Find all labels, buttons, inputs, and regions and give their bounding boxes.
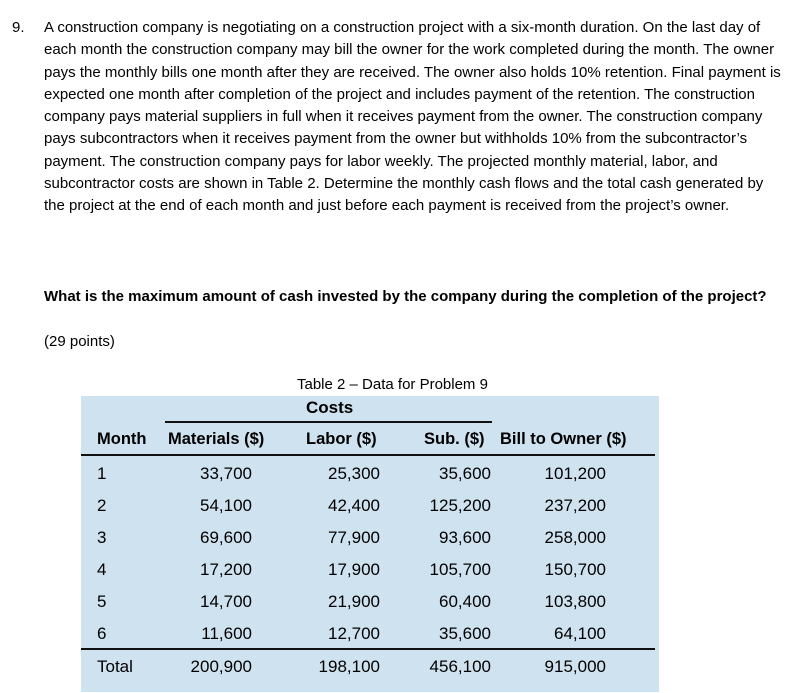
cell-sub: 60,400 xyxy=(439,592,491,611)
cell-month: 4 xyxy=(97,560,107,579)
cell-labor: 21,900 xyxy=(328,592,380,611)
header-bill: Bill to Owner ($) xyxy=(500,430,627,448)
header-materials: Materials ($) xyxy=(168,430,265,448)
costs-underline xyxy=(165,421,492,423)
cell-materials: 14,700 xyxy=(200,592,252,611)
points-label: (29 points) xyxy=(44,333,115,350)
cell-sub: 35,600 xyxy=(439,464,491,483)
header-sub: Sub. ($) xyxy=(424,430,485,448)
cell-sub: 93,600 xyxy=(439,528,491,547)
total-label: Total xyxy=(97,657,133,676)
table-caption: Table 2 – Data for Problem 9 xyxy=(297,376,488,393)
cell-materials: 69,600 xyxy=(200,528,252,547)
cell-materials: 33,700 xyxy=(200,464,252,483)
cell-labor: 12,700 xyxy=(328,624,380,643)
costs-group-header: Costs xyxy=(306,398,354,417)
problem-paragraph: A construction company is negotiating on a construction project with a six-month duration. On the last day of each month the construction company may bill the owner for the work completed during the month. The owner pays the monthly bills one month after they are received. The owner also holds 10% retention. Final payment is expected one month after completion of the project and includes payment of the retention. The construction company pays material suppliers in full when it receives payment from the owner. The construction company pays subcontractors when it receives payment from the owner but withholds 10% from the subcontractor’s payment. The construction company pays for labor weekly. The projected monthly material, labor, and subcontractor costs are shown in Table 2. Determine the monthly cash flows and the total cash generated by the project at the end of each month and just before each payment is received from the project’s owner. xyxy=(44,19,781,215)
cell-sub: 35,600 xyxy=(439,624,491,643)
header-underline xyxy=(81,454,655,456)
cell-bill: 101,200 xyxy=(544,464,606,483)
problem-number: 9. xyxy=(12,19,25,36)
cell-labor: 17,900 xyxy=(328,560,380,579)
cell-bill: 64,100 xyxy=(554,624,606,643)
problem-question: What is the maximum amount of cash invested by the company during the completion of the project? xyxy=(44,288,767,305)
header-month: Month xyxy=(97,430,147,448)
cell-bill: 150,700 xyxy=(544,560,606,579)
cell-bill: 103,800 xyxy=(544,592,606,611)
cell-labor: 25,300 xyxy=(328,464,380,483)
total-materials: 200,900 xyxy=(190,657,252,676)
cell-bill: 258,000 xyxy=(544,528,606,547)
cell-materials: 11,600 xyxy=(201,624,252,643)
cell-labor: 42,400 xyxy=(328,496,380,515)
total-labor: 198,100 xyxy=(318,657,380,676)
total-rule xyxy=(81,648,655,650)
cell-bill: 237,200 xyxy=(544,496,606,515)
cell-month: 3 xyxy=(97,528,107,547)
cell-month: 6 xyxy=(97,624,107,643)
cell-month: 5 xyxy=(97,592,107,611)
cell-month: 2 xyxy=(97,496,107,515)
cell-materials: 54,100 xyxy=(200,496,252,515)
header-labor: Labor ($) xyxy=(306,430,377,448)
total-sub: 456,100 xyxy=(429,657,491,676)
cell-labor: 77,900 xyxy=(328,528,380,547)
total-bill: 915,000 xyxy=(544,657,606,676)
cell-month: 1 xyxy=(97,464,107,483)
cell-sub: 105,700 xyxy=(429,560,491,579)
cell-materials: 17,200 xyxy=(200,560,252,579)
cell-sub: 125,200 xyxy=(429,496,491,515)
